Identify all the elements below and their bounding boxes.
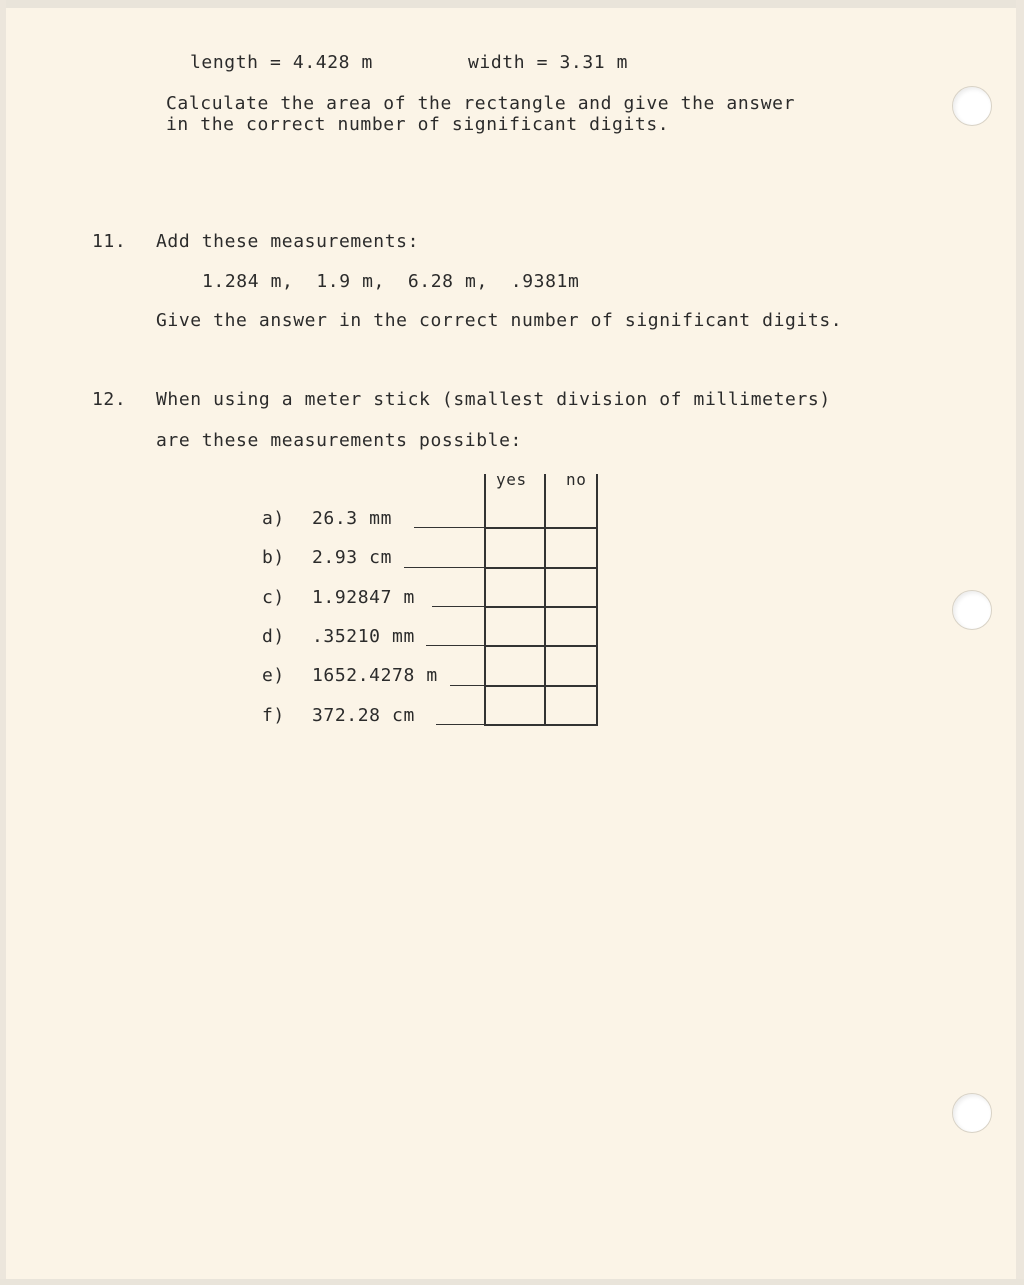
item-a-letter: a) [262, 508, 285, 529]
area-instruction-line-1: Calculate the area of the rectangle and give the answer [166, 93, 796, 114]
item-d-value: .35210 mm [312, 626, 415, 647]
grid-row-line [484, 606, 597, 608]
page-edge-top [0, 0, 1024, 8]
grid-row-line [484, 685, 597, 687]
item-f-value: 372.28 cm [312, 705, 415, 726]
item-c-answer-line [432, 606, 486, 607]
column-header-yes: yes [496, 470, 527, 489]
question-11-prompt: Add these measurements: [156, 231, 420, 252]
binder-hole-bottom [952, 1093, 992, 1133]
question-12-number: 12. [92, 389, 127, 410]
item-a-answer-line [414, 527, 486, 528]
item-d-answer-line [426, 645, 486, 646]
width-value: width = 3.31 m [468, 52, 629, 73]
grid-row-line [484, 527, 597, 529]
area-instruction-line-2: in the correct number of significant digits. [166, 114, 670, 135]
question-12-prompt-line-1: When using a meter stick (smallest division of millimeters) [156, 389, 831, 410]
column-header-no: no [566, 470, 587, 489]
question-11-number: 11. [92, 231, 127, 252]
item-b-answer-line [404, 567, 486, 568]
item-e-letter: e) [262, 665, 285, 686]
page-edge-bottom [0, 1279, 1024, 1285]
item-d-letter: d) [262, 626, 285, 647]
item-a-value: 26.3 mm [312, 508, 393, 529]
item-f-answer-line [436, 724, 486, 725]
item-b-letter: b) [262, 547, 285, 568]
question-11-instruction: Give the answer in the correct number of significant digits. [156, 310, 843, 331]
item-c-value: 1.92847 m [312, 587, 415, 608]
question-11-values: 1.284 m, 1.9 m, 6.28 m, .9381m [202, 271, 580, 292]
question-12-prompt-line-2: are these measurements possible: [156, 430, 522, 451]
grid-line-right [596, 474, 598, 726]
item-f-letter: f) [262, 705, 285, 726]
length-value: length = 4.428 m [190, 52, 373, 73]
grid-row-line [484, 645, 597, 647]
item-e-value: 1652.4278 m [312, 665, 438, 686]
grid-row-line [484, 724, 597, 726]
grid-row-line [484, 567, 597, 569]
grid-line-middle [544, 474, 546, 726]
item-b-value: 2.93 cm [312, 547, 393, 568]
item-e-answer-line [450, 685, 486, 686]
binder-hole-middle [952, 590, 992, 630]
item-c-letter: c) [262, 587, 285, 608]
page-edge-right [1016, 0, 1024, 1285]
page-edge-left [0, 0, 6, 1285]
binder-hole-top [952, 86, 992, 126]
grid-line-left [484, 474, 486, 726]
